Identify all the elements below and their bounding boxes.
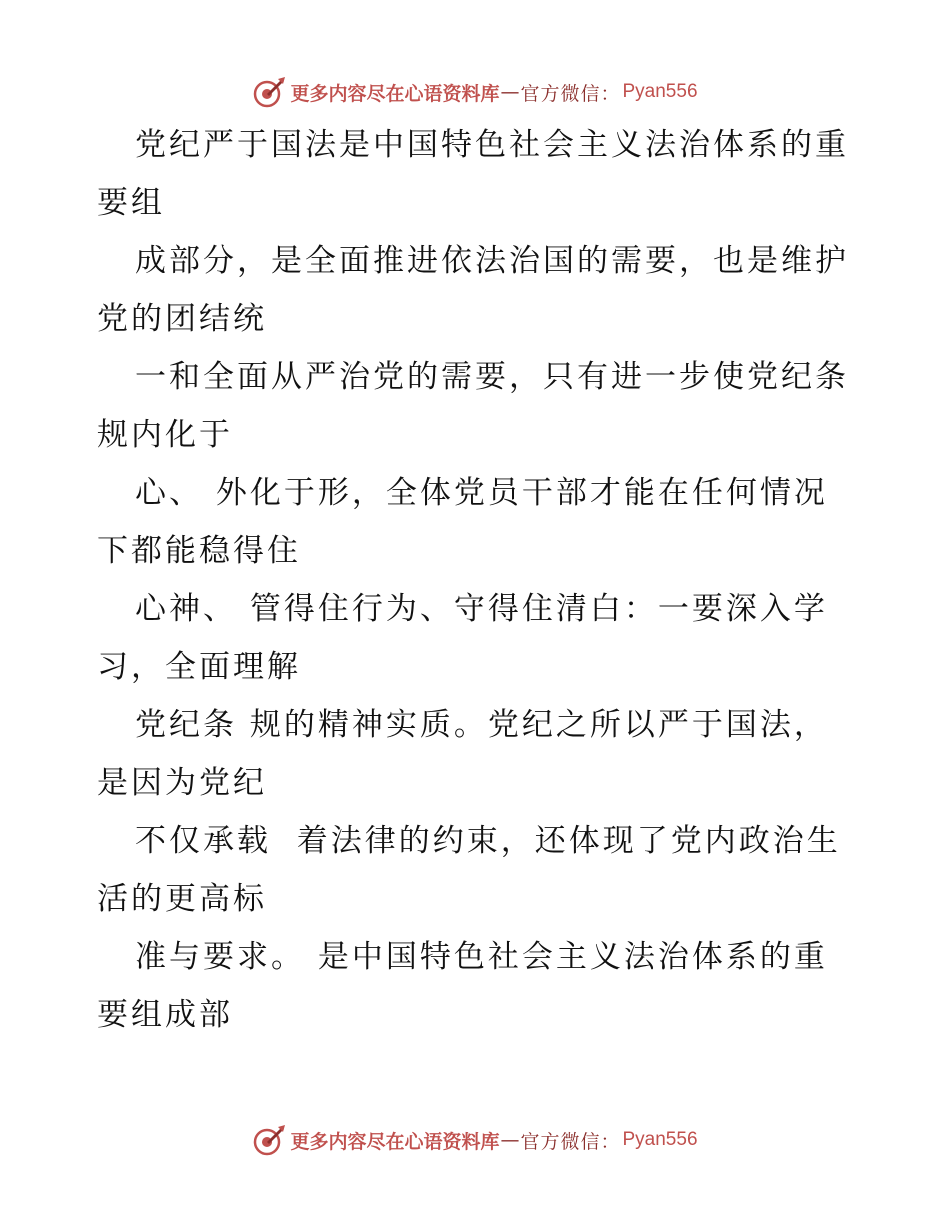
- body-line: 要组成部: [97, 997, 233, 1033]
- footer-banner: [0, 1120, 950, 1160]
- pen-nib-logo-icon: [252, 1123, 286, 1157]
- header-wechat-id: Pyan556: [622, 81, 698, 102]
- body-line: 要组: [97, 185, 165, 221]
- body-line: 心神、 管得住行为、守得住清白：一要深入学: [135, 591, 828, 627]
- body-line: 党的团结统: [97, 301, 267, 337]
- document-body: [97, 116, 867, 1044]
- body-line: 党纪条 规的精神实质。党纪之所以严于国法，: [135, 707, 828, 743]
- body-line: 准与要求。 是中国特色社会主义法治体系的重: [135, 939, 828, 975]
- footer-wechat-id: Pyan556: [622, 1129, 698, 1150]
- header-banner: [0, 72, 950, 112]
- body-line: 心、 外化于形，全体党员干部才能在任何情况: [135, 475, 828, 511]
- footer-wechat-label: 官方微信：: [520, 1130, 621, 1153]
- header-main-text: 更多内容尽在心语资料库: [290, 82, 500, 105]
- body-line: 成部分，是全面推进依法治国的需要，也是维护: [135, 243, 849, 279]
- body-line: 活的更高标: [97, 881, 267, 917]
- body-line: 一和全面从严治党的需要，只有进一步使党纪条: [135, 359, 849, 395]
- body-line: 习，全面理解: [97, 649, 301, 685]
- footer-separator: —: [500, 1129, 520, 1151]
- body-line: 规内化于: [97, 417, 233, 453]
- header-wechat-label: 官方微信：: [520, 82, 621, 105]
- header-separator: —: [500, 81, 520, 103]
- footer-main-text: 更多内容尽在心语资料库: [290, 1130, 500, 1153]
- body-line: 不仅承载 着法律的约束，还体现了党内政治生: [135, 823, 841, 859]
- pen-nib-logo-icon: [252, 75, 286, 109]
- body-line: 下都能稳得住: [97, 533, 301, 569]
- body-line: 是因为党纪: [97, 765, 267, 801]
- body-line: 党纪严于国法是中国特色社会主义法治体系的重: [135, 127, 849, 163]
